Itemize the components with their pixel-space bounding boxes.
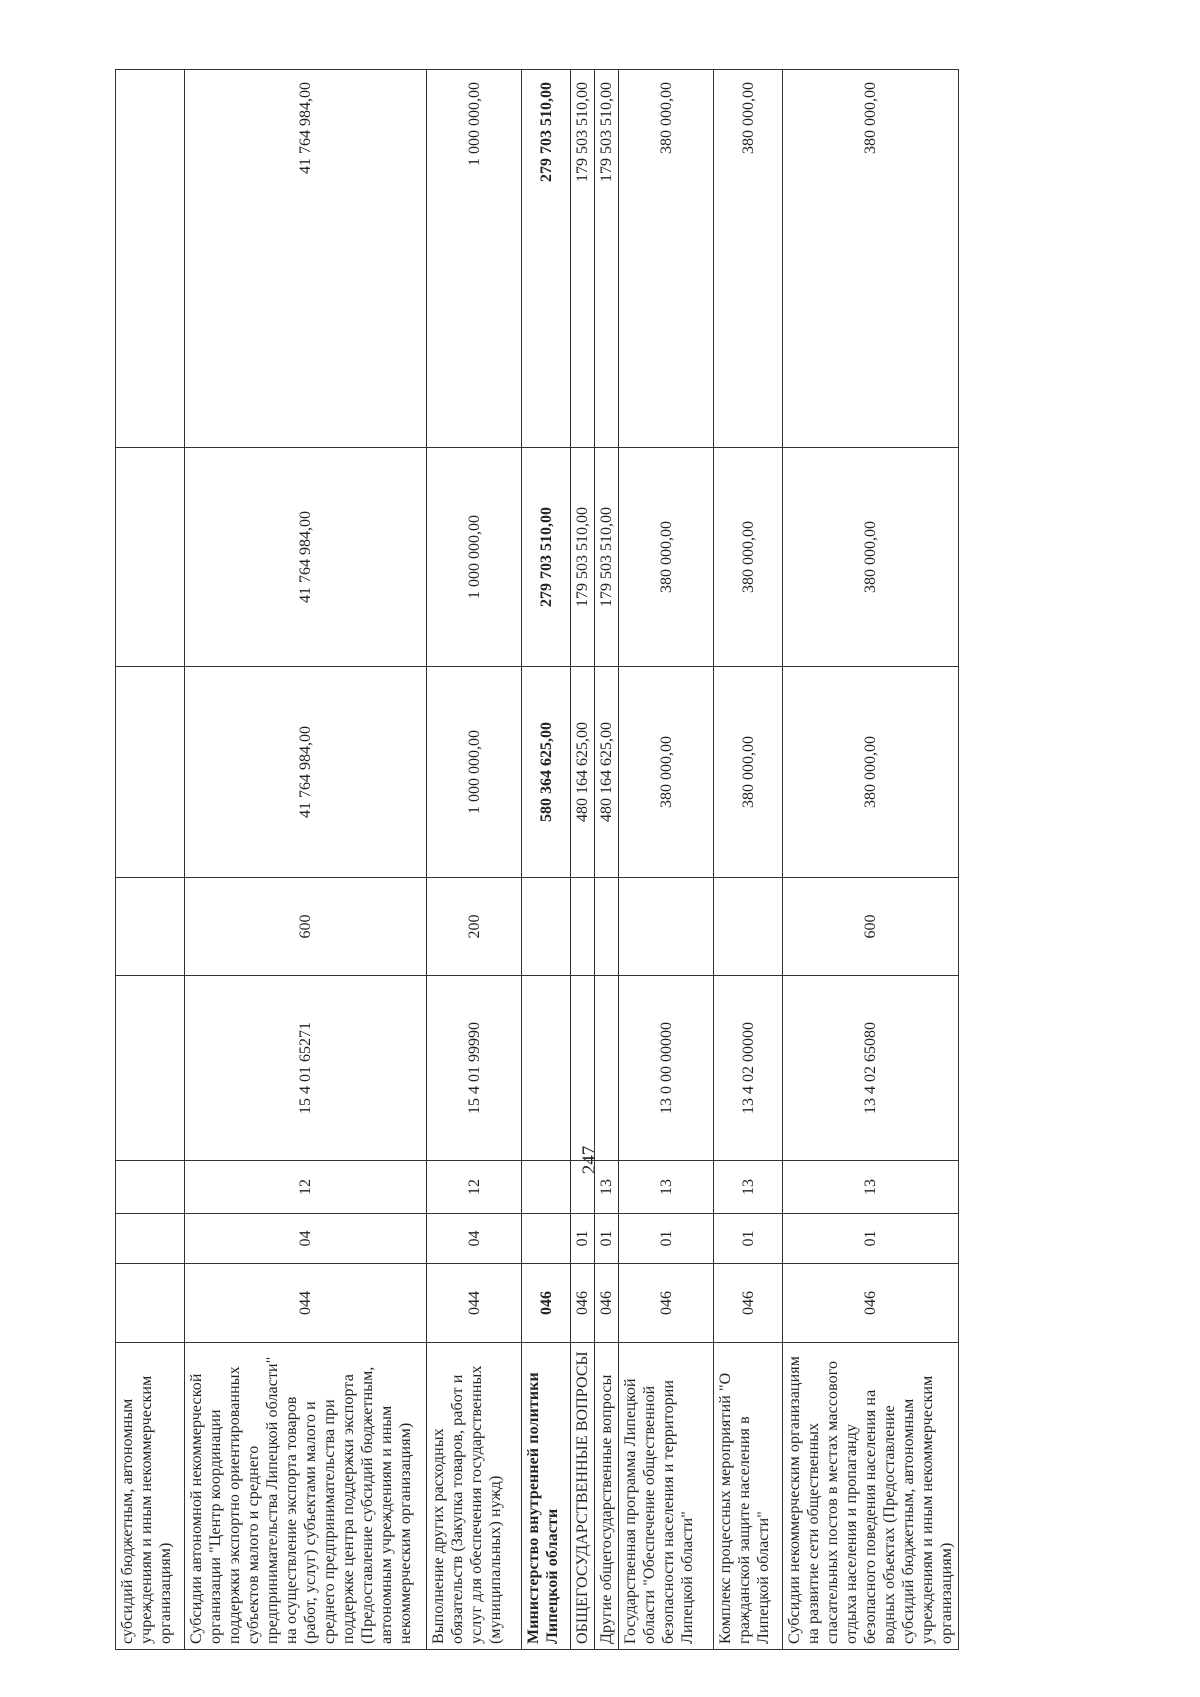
cell-csr: 13 4 02 00000 <box>714 976 783 1161</box>
cell-sum-1: 580 364 625,00 <box>522 667 571 878</box>
table-row <box>427 70 522 1650</box>
cell-sum-2: 279 703 510,00 <box>522 448 571 667</box>
cell-sum-1: 41 764 984,00 <box>185 667 427 878</box>
cell-ved <box>116 1264 185 1343</box>
cell-sum-2: 179 503 510,00 <box>595 448 619 667</box>
cell-pr: 13 <box>714 1161 783 1214</box>
cell-rz: 04 <box>185 1214 427 1264</box>
cell-sum-3: 179 503 510,00 <box>571 70 595 448</box>
table-row <box>522 70 571 1650</box>
cell-ved: 046 <box>571 1264 595 1343</box>
cell-description: субсидий бюджетным, автономным учреждениям и иным некоммерческим организациям) <box>116 1343 185 1650</box>
cell-description: Министерство внутренней политики Липецкой области <box>522 1343 571 1650</box>
cell-vr: 600 <box>185 878 427 976</box>
cell-csr <box>522 976 571 1161</box>
table-row <box>571 70 595 1650</box>
cell-ved: 046 <box>619 1264 714 1343</box>
cell-description: Субсидии автономной некоммерческой организации "Центр координации поддержки экспортно ориентированных субъектов малого и среднего предпринимательства Липецкой области" на осуществление экспорта товаров (работ, услуг) субъектами малого и среднего предпринимательства при поддержке центра поддержки экспорта (Предоставление субсидий бюджетным, автономным учреждениям и иным некоммерческим организациям) <box>185 1343 427 1650</box>
cell-sum-1 <box>116 667 185 878</box>
cell-vr <box>595 878 619 976</box>
cell-vr: 200 <box>427 878 522 976</box>
cell-sum-3: 179 503 510,00 <box>595 70 619 448</box>
cell-ved: 046 <box>714 1264 783 1343</box>
cell-sum-2: 380 000,00 <box>714 448 783 667</box>
cell-sum-3: 279 703 510,00 <box>522 70 571 448</box>
cell-sum-2 <box>116 448 185 667</box>
cell-pr <box>116 1161 185 1214</box>
table-body <box>116 70 959 1650</box>
cell-csr: 15 4 01 99990 <box>427 976 522 1161</box>
cell-sum-1: 380 000,00 <box>783 667 959 878</box>
cell-sum-2: 1 000 000,00 <box>427 448 522 667</box>
cell-rz <box>522 1214 571 1264</box>
cell-pr: 13 <box>595 1161 619 1214</box>
cell-vr <box>571 878 595 976</box>
cell-description: Субсидии некоммерческим организациям на развитие сети общественных спасательных постов в местах массового отдыха населения и пропаганду безопасного поведения населения на водных объектах (Предоставление субсидий бюджетным, автономным учреждениям и иным некоммерческим организациям) <box>783 1343 959 1650</box>
cell-description: Комплекс процессных мероприятий "О гражданской защите населения в Липецкой области" <box>714 1343 783 1650</box>
cell-vr <box>619 878 714 976</box>
cell-sum-3 <box>116 70 185 448</box>
cell-csr <box>595 976 619 1161</box>
cell-pr: 12 <box>185 1161 427 1214</box>
page-number: 247 <box>579 1145 600 1175</box>
cell-csr: 13 4 02 65080 <box>783 976 959 1161</box>
cell-rz: 01 <box>571 1214 595 1264</box>
cell-sum-1: 480 164 625,00 <box>595 667 619 878</box>
cell-vr <box>116 878 185 976</box>
cell-vr: 600 <box>783 878 959 976</box>
cell-csr <box>116 976 185 1161</box>
cell-sum-1: 380 000,00 <box>714 667 783 878</box>
cell-description: Выполнение других расходных обязательств (Закупка товаров, работ и услуг для обеспечения государственных (муниципальных) нужд) <box>427 1343 522 1650</box>
table-row <box>185 70 427 1650</box>
cell-sum-3: 380 000,00 <box>619 70 714 448</box>
cell-rz: 01 <box>619 1214 714 1264</box>
cell-pr: 13 <box>619 1161 714 1214</box>
cell-ved: 046 <box>783 1264 959 1343</box>
cell-pr <box>522 1161 571 1214</box>
cell-description: Государственная программа Липецкой области "Обеспечение общественной безопасности населения и территории Липецкой области" <box>619 1343 714 1650</box>
cell-sum-3: 41 764 984,00 <box>185 70 427 448</box>
table-row <box>783 70 959 1650</box>
cell-sum-2: 179 503 510,00 <box>571 448 595 667</box>
cell-ved: 046 <box>522 1264 571 1343</box>
cell-pr: 12 <box>427 1161 522 1214</box>
cell-vr <box>522 878 571 976</box>
table-row <box>619 70 714 1650</box>
table-row <box>714 70 783 1650</box>
cell-description: Другие общегосударственные вопросы <box>595 1343 619 1650</box>
cell-rz: 01 <box>714 1214 783 1264</box>
cell-sum-1: 380 000,00 <box>619 667 714 878</box>
cell-sum-1: 1 000 000,00 <box>427 667 522 878</box>
cell-sum-3: 1 000 000,00 <box>427 70 522 448</box>
cell-csr <box>571 976 595 1161</box>
cell-vr <box>714 878 783 976</box>
cell-ved: 046 <box>595 1264 619 1343</box>
table-row <box>116 70 185 1650</box>
cell-rz: 01 <box>595 1214 619 1264</box>
cell-sum-3: 380 000,00 <box>783 70 959 448</box>
cell-pr <box>571 1161 595 1214</box>
cell-sum-1: 480 164 625,00 <box>571 667 595 878</box>
cell-sum-3: 380 000,00 <box>714 70 783 448</box>
cell-description: ОБЩЕГОСУДАРСТВЕННЫЕ ВОПРОСЫ <box>571 1343 595 1650</box>
cell-pr: 13 <box>783 1161 959 1214</box>
budget-table <box>115 69 959 1650</box>
cell-ved: 044 <box>185 1264 427 1343</box>
cell-sum-2: 380 000,00 <box>783 448 959 667</box>
cell-sum-2: 380 000,00 <box>619 448 714 667</box>
cell-rz <box>116 1214 185 1264</box>
table-row <box>595 70 619 1650</box>
rotated-page <box>115 70 1015 1650</box>
cell-csr: 15 4 01 65271 <box>185 976 427 1161</box>
cell-ved: 044 <box>427 1264 522 1343</box>
cell-rz: 01 <box>783 1214 959 1264</box>
cell-rz: 04 <box>427 1214 522 1264</box>
cell-csr: 13 0 00 00000 <box>619 976 714 1161</box>
cell-sum-2: 41 764 984,00 <box>185 448 427 667</box>
